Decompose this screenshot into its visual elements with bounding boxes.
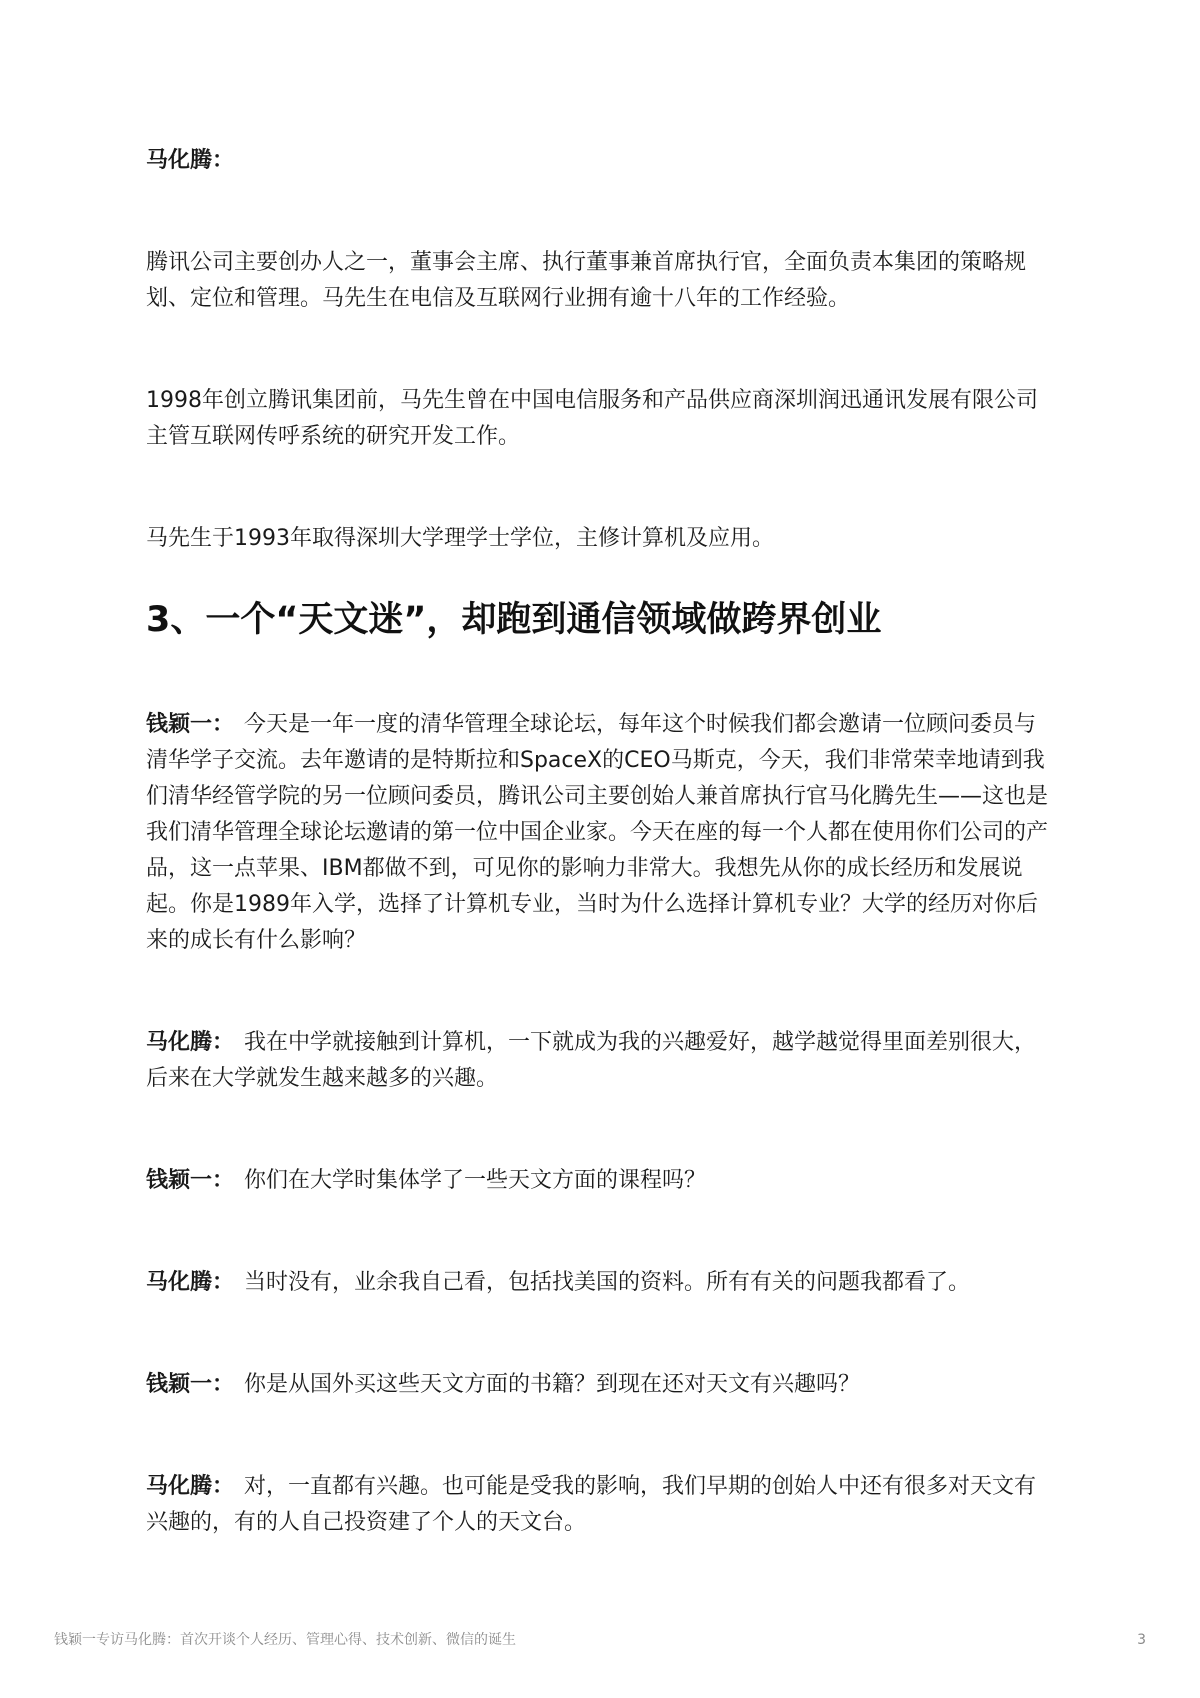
bio-paragraph: 腾讯公司主要创办人之一，董事会主席、执行董事兼首席执行官，全面负责本集团的策略规划、定位和管理。马先生在电信及互联网行业拥有逾十八年的工作经验。	[146, 250, 1027, 311]
qa-entry	[146, 707, 1058, 959]
speech-text: 对，一直都有兴趣。也可能是受我的影响，我们早期的创始人中还有很多对天文有兴趣的，有的人自己投资建了个人的天文台。	[146, 1474, 1037, 1535]
qa-entry	[146, 1367, 1058, 1403]
speech-text: 今天是一年一度的清华管理全球论坛，每年这个时候我们都会邀请一位顾问委员与清华学子交流。去年邀请的是特斯拉和SpaceX的CEO马斯克，今天，我们非常荣幸地请到我们清华经管学院的另一位顾问委员，腾讯公司主要创始人兼首席执行官马化腾先生——这也是我们清华管理全球论坛邀请的第一位中国企业家。今天在座的每一个人都在使用你们公司的产品，这一点苹果、IBM都做不到，可见你的影响力非常大。我想先从你的成长经历和发展说起。你是1989年入学，选择了计算机专业，当时为什么选择计算机专业？大学的经历对你后来的成长有什么影响？	[146, 712, 1049, 953]
speaker-name: 马化腾：	[146, 1474, 235, 1499]
qa-entry	[146, 1163, 1058, 1199]
bio-paragraph: 马先生于1993年取得深圳大学理学士学位，主修计算机及应用。	[146, 526, 774, 551]
speaker-name: 钱颖一：	[146, 1372, 235, 1397]
qa-entry	[146, 1265, 1058, 1301]
speaker-name: 钱颖一：	[146, 712, 235, 737]
qa-entry	[146, 1469, 1058, 1541]
bio-paragraph: 1998年创立腾讯集团前，马先生曾在中国电信服务和产品供应商深圳润迅通讯发展有限公司主管互联网传呼系统的研究开发工作。	[146, 388, 1038, 449]
speaker-name: 钱颖一：	[146, 1168, 235, 1193]
speech-text: 我在中学就接触到计算机，一下就成为我的兴趣爱好，越学越觉得里面差别很大，后来在大学就发生越来越多的兴趣。	[146, 1030, 1037, 1091]
section-heading: 3、一个“天文迷”，却跑到通信领域做跨界创业	[146, 600, 882, 640]
qa-entry	[146, 1025, 1058, 1097]
speech-text: 你们在大学时集体学了一些天文方面的课程吗？	[244, 1168, 707, 1193]
speaker-name: 马化腾：	[146, 1270, 235, 1295]
page-number: 3	[1137, 1632, 1146, 1648]
bio-name: 马化腾：	[146, 148, 235, 173]
speech-text: 你是从国外买这些天文方面的书籍？到现在还对天文有兴趣吗？	[244, 1372, 861, 1397]
footer-title: 钱颖一专访马化腾：首次开谈个人经历、管理心得、技术创新、微信的诞生	[54, 1632, 516, 1648]
page-content	[146, 143, 1058, 1607]
speech-text: 当时没有，业余我自己看，包括找美国的资料。所有有关的问题我都看了。	[244, 1270, 971, 1295]
speaker-name: 马化腾：	[146, 1030, 235, 1055]
